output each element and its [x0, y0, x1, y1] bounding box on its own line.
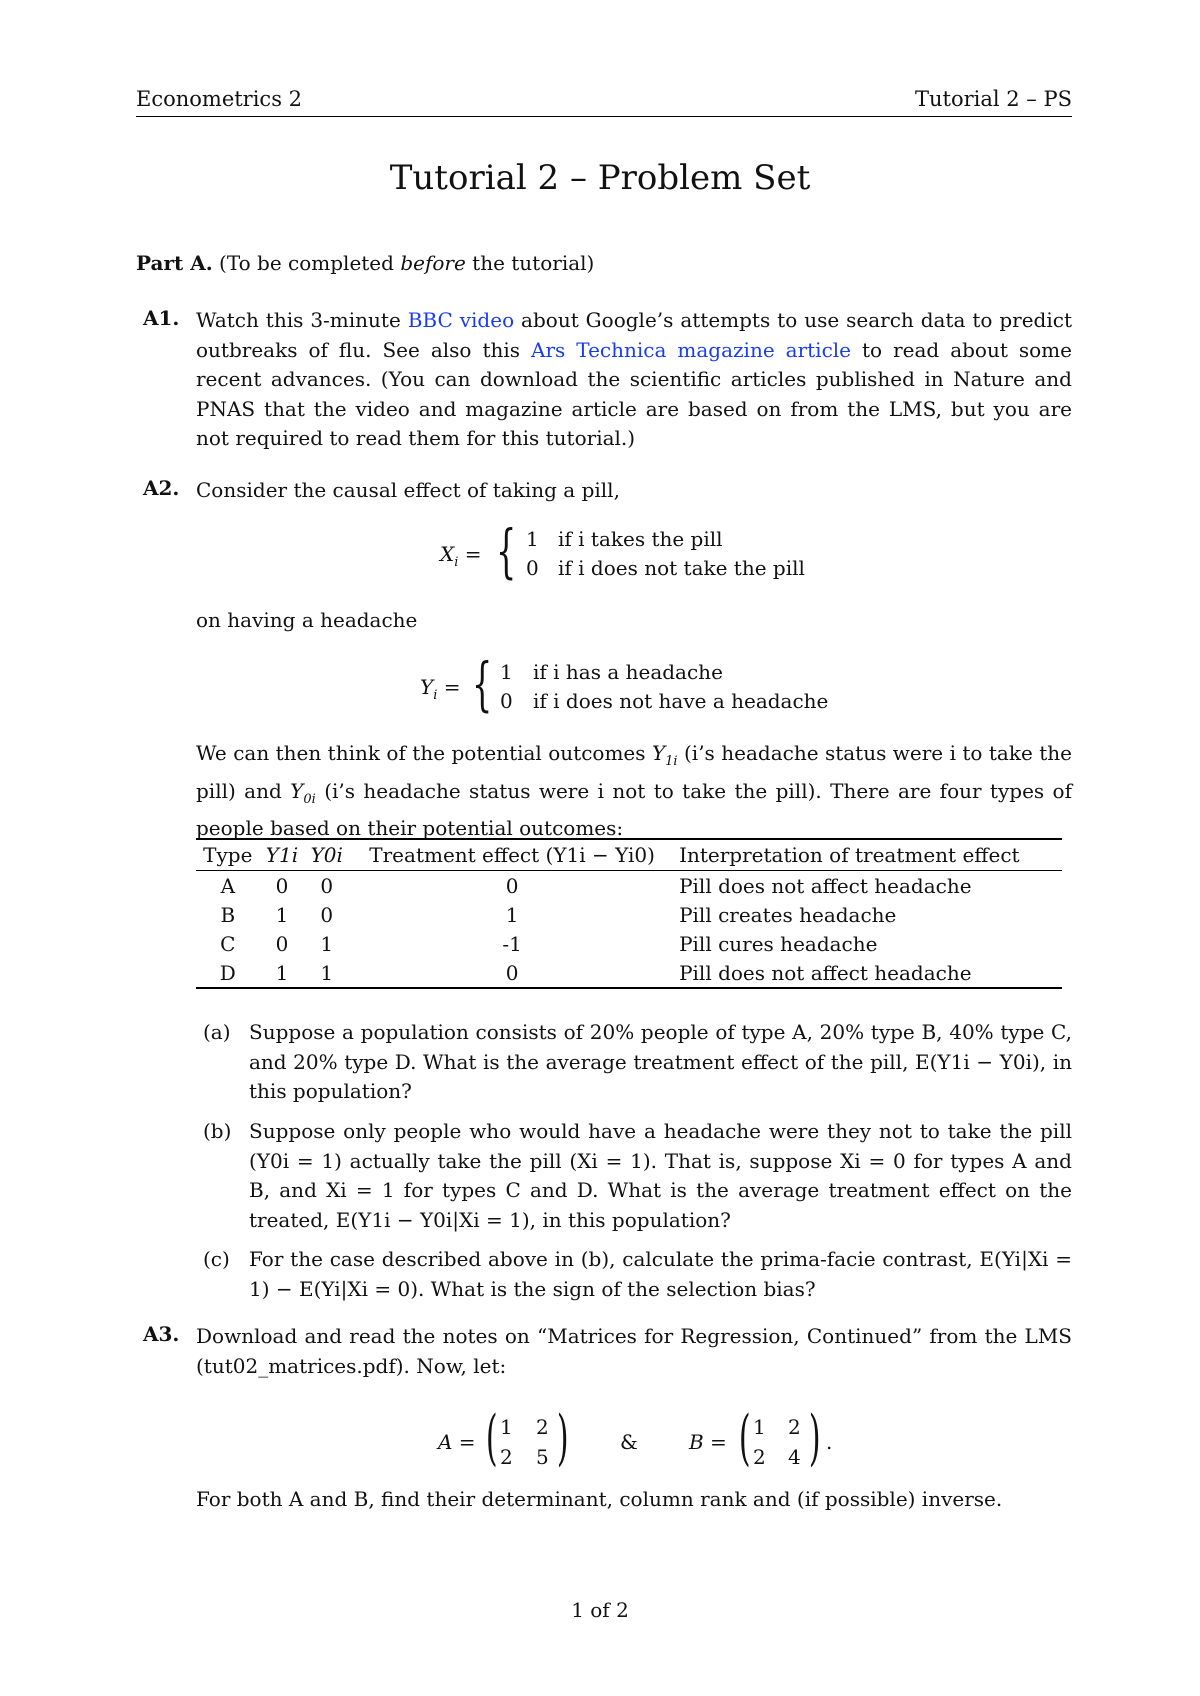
table-cell: 0 [320, 902, 334, 927]
a1-paragraph [196, 306, 1072, 454]
table-cell: 1 [260, 958, 305, 988]
matrix-b-cell: 2 [753, 1445, 766, 1469]
table-cell: 1 [320, 931, 334, 956]
y0i-symbol: $Y_{0i}$ [290, 778, 316, 807]
header-tutorial: Tutorial 2 – PS [914, 87, 1072, 111]
x-case-0-text: if i does not take the pill [558, 556, 805, 580]
x-equation-lhs: $X_i$ = [440, 542, 482, 570]
table-cell: -1 [502, 931, 522, 956]
y-case-0-value: 0 [500, 689, 513, 713]
question-b-label: (b) [203, 1119, 232, 1143]
question-a-label: (a) [203, 1020, 231, 1044]
table-cell: D [196, 958, 260, 988]
potential-outcomes-paragraph [196, 739, 1072, 844]
table-cell: A [220, 873, 236, 898]
table-cell: 1 [505, 902, 519, 927]
matrix-b-left-paren: ( [738, 1403, 751, 1473]
page-number: 1 of 2 [571, 1598, 629, 1622]
potential-text-1: We can then think of the potential outcomes [196, 741, 652, 765]
a3-text: Download and read the notes on “Matrices for Regression, Continued” from the LMS (tut02_matrices.pdf). Now, let: [196, 1324, 1072, 1378]
matrix-a-right-paren: ) [556, 1403, 569, 1473]
potential-text-3: (i’s headache status were i not to take the pill). There are four types of people based on their potential outcomes: [196, 778, 1072, 840]
matrix-b-name: B [689, 1430, 704, 1454]
table-header-cell: Y1i [260, 839, 305, 871]
table-row [196, 929, 1062, 958]
matrix-a-name: A [438, 1430, 453, 1454]
table-header-cell: Interpretation of treatment effect [675, 839, 1062, 871]
y-case-1-text: if i has a headache [533, 660, 723, 684]
table-cell: Pill cures headache [679, 931, 878, 956]
a1-label: A1. [143, 306, 180, 330]
header-rule [136, 116, 1072, 117]
matrix-and-symbol: & [620, 1430, 638, 1454]
bbc-video-link[interactable]: BBC video [407, 308, 515, 332]
table-header-cell: Treatment effect (Y1i − Yi0) [349, 839, 675, 871]
part-a-close: the tutorial) [465, 251, 595, 275]
matrix-a-left-paren: ( [485, 1403, 498, 1473]
matrix-a-cell: 1 [500, 1415, 513, 1439]
potential-outcomes-table [196, 838, 1062, 989]
table-header-row [196, 839, 1062, 871]
table-cell: 1 [275, 902, 289, 927]
table-cell: Pill creates headache [679, 902, 897, 927]
matrix-b-lhs: B = [689, 1430, 727, 1454]
y-case-0-text: if i does not have a headache [533, 689, 829, 713]
a3-final-instruction: For both A and B, find their determinant, column rank and (if possible) inverse. [196, 1487, 1003, 1511]
a2-intro: Consider the causal effect of taking a pill, [196, 478, 620, 502]
x-symbol: X [440, 542, 455, 566]
matrix-a-lhs: A = [438, 1430, 476, 1454]
table-cell: 0 [349, 958, 675, 988]
x-case-0-value: 0 [526, 556, 539, 580]
table-row [196, 871, 1062, 901]
table-header-cell: Type [196, 839, 260, 871]
ars-technica-link[interactable]: Ars Technica magazine article [531, 337, 852, 362]
on-headache-text: on having a headache [196, 608, 418, 632]
question-c-label: (c) [203, 1247, 230, 1271]
table-cell: Pill does not affect headache [679, 873, 972, 898]
a1-text-3: to read about some recent advances. (You can download the scientific articles published in Nature and PNAS that the video and magazine article are based on from the LMS, but you are not required to read them for this tutorial.) [196, 337, 1072, 450]
y1i-symbol: $Y_{1i}$ [651, 741, 678, 769]
matrix-b-cell: 2 [788, 1415, 801, 1439]
table-cell: C [220, 931, 236, 956]
matrix-a-cell: 2 [500, 1445, 513, 1469]
matrix-a-cell: 2 [536, 1415, 549, 1439]
a2-label: A2. [143, 476, 180, 500]
question-b-text: Suppose only people who would have a headache were they not to take the pill (Y0i = 1) actually take the pill (Xi = 1). That is, suppose Xi = 0 for types A and B, and Xi = 1 for types C and D. What is the average treatment effect on the treated, E(Y1i − Y0i|Xi = 1), in this population? [249, 1119, 1072, 1232]
table-cell: B [220, 902, 236, 927]
table-cell: 0 [320, 873, 334, 898]
part-a-em: before [400, 251, 466, 275]
page-title: Tutorial 2 – Problem Set [389, 158, 811, 198]
y-case-1-value: 1 [500, 660, 513, 684]
a3-label: A3. [143, 1322, 180, 1346]
y-symbol: Y [420, 675, 434, 699]
potential-text-2: (i’s headache status were i to take the pill) and [196, 741, 1072, 803]
question-c-text: For the case described above in (b), calculate the prima-facie contrast, E(Yi|Xi = 1) − E(Yi|Xi = 0). What is the sign of the selection bias? [249, 1247, 1072, 1301]
question-a-text: Suppose a population consists of 20% people of type A, 20% type B, 40% type C, and 20% type D. What is the average treatment effect of the pill, E(Y1i − Y0i), in this population? [249, 1020, 1072, 1103]
x-case-1-text: if i takes the pill [558, 527, 723, 551]
x-brace: { [496, 517, 517, 585]
table-row [196, 958, 1062, 988]
table-cell: Pill does not affect headache [675, 958, 1062, 988]
matrix-a-cell: 5 [536, 1445, 549, 1469]
y-equation-lhs: $Y_i$ = [420, 675, 461, 703]
a1-text-1: Watch this 3-minute [196, 308, 408, 332]
a1-text-2: about Google’s attempts to use search data to predict outbreaks of flu. See also this [196, 308, 1072, 362]
matrix-b-right-paren: ) [808, 1403, 821, 1473]
matrix-b-cell: 4 [788, 1445, 801, 1469]
header-course: Econometrics 2 [136, 87, 303, 111]
table-cell: 0 [275, 873, 289, 898]
part-a-label: Part A. [136, 251, 213, 275]
table-cell: 1 [304, 958, 349, 988]
table-cell: 0 [275, 931, 289, 956]
x-case-1-value: 1 [526, 527, 539, 551]
table-header-cell: Y0i [304, 839, 349, 871]
matrix-period: . [826, 1430, 833, 1454]
y-brace: { [472, 650, 493, 718]
table-row [196, 900, 1062, 929]
table-cell: 0 [505, 873, 519, 898]
part-a-heading [136, 249, 594, 279]
part-a-open: (To be completed [219, 251, 401, 275]
matrix-b-cell: 1 [753, 1415, 766, 1439]
